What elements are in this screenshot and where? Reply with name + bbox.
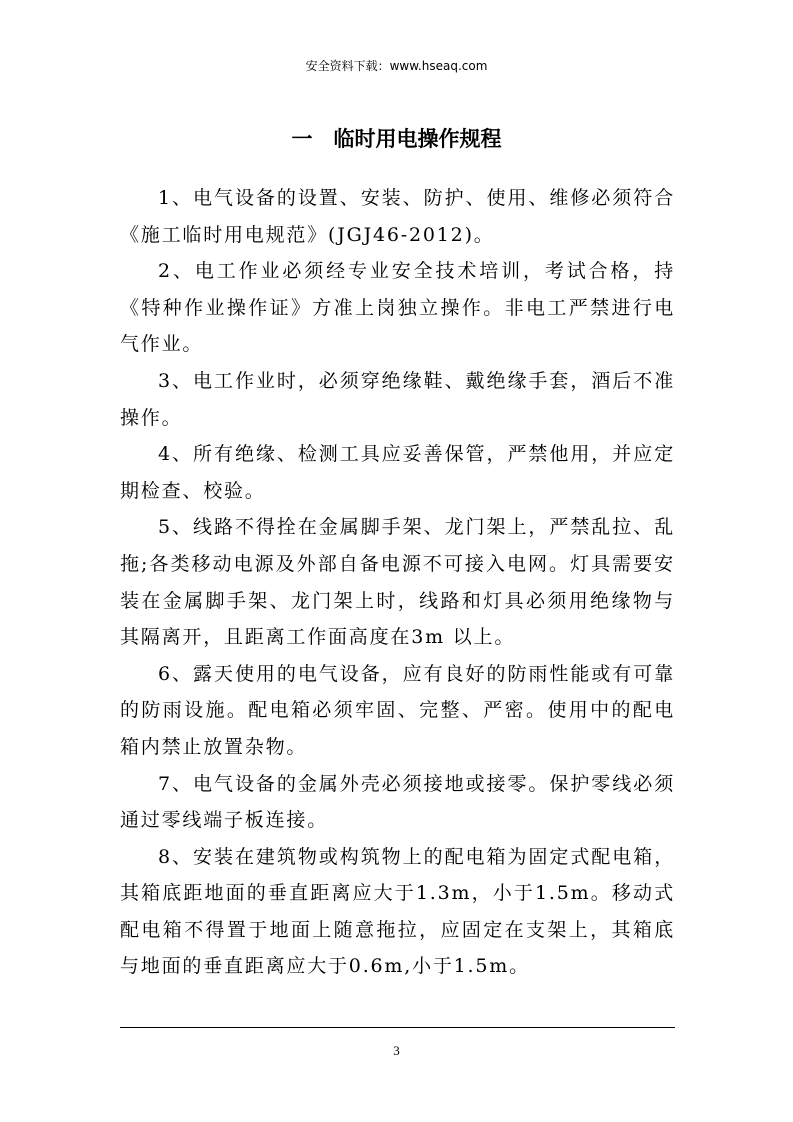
document-title: 一 临时用电操作规程	[291, 127, 502, 151]
paragraph-2: 2、电工作业必须经专业安全技术培训，考试合格，持《特种作业操作证》方准上岗独立操作。非电工严禁进行电气作业。	[120, 260, 675, 356]
paragraph-6: 6、露天使用的电气设备，应有良好的防雨性能或有可靠的防雨设施。配电箱必须牢固、完整、严密。使用中的配电箱内禁止放置杂物。	[120, 662, 675, 758]
paragraph-3: 3、电工作业时，必须穿绝缘鞋、戴绝缘手套，酒后不准操作。	[120, 369, 675, 429]
paragraph-1: 1、电气设备的设置、安装、防护、使用、维修必须符合《施工临时用电规范》(JGJ46-2012)。	[120, 187, 675, 246]
footer-divider	[120, 1027, 675, 1028]
document-body	[120, 180, 675, 985]
page-header: 安全资料下载：www.hseaq.com	[305, 59, 488, 73]
paragraph-4: 4、所有绝缘、检测工具应妥善保管，严禁他用，并应定期检查、校验。	[120, 443, 675, 502]
paragraph-8: 8、安装在建筑物或构筑物上的配电箱为固定式配电箱，其箱底距地面的垂直距离应大于1.3m，小于1.5m。移动式配电箱不得置于地面上随意拖拉，应固定在支架上，其箱底与地面的垂直距离应大于0.6m,小于1.5m。	[120, 845, 675, 978]
paragraph-5: 5、线路不得拴在金属脚手架、龙门架上，严禁乱拉、乱拖;各类移动电源及外部自备电源不可接入电网。灯具需要安装在金属脚手架、龙门架上时，线路和灯具必须用绝缘物与其隔离开，且距离工作面高度在3m 以上。	[120, 516, 675, 649]
paragraph-7: 7、电气设备的金属外壳必须接地或接零。保护零线必须通过零线端子板连接。	[120, 772, 675, 832]
page-number: 3	[393, 1043, 400, 1058]
